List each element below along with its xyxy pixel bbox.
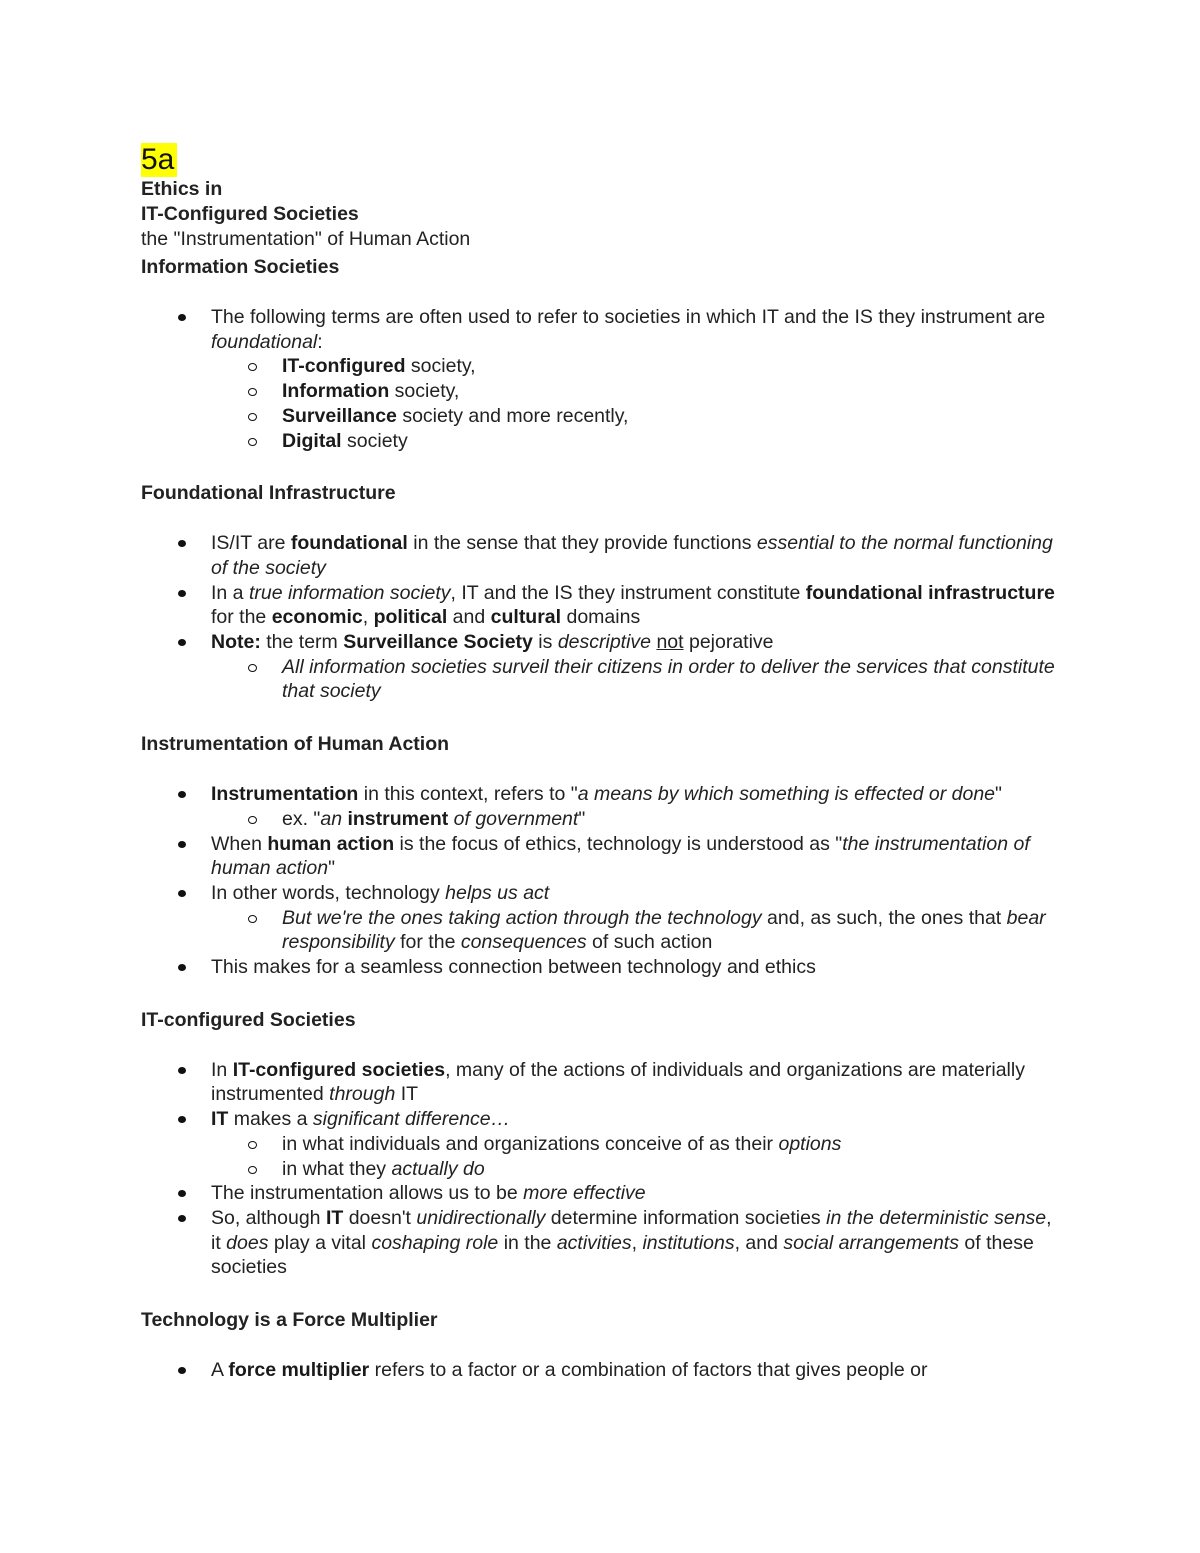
list-item bbox=[141, 1206, 1061, 1280]
text-run: But we're the ones taking action through the technology bbox=[282, 906, 762, 929]
text-run: the instrumentation of human action bbox=[211, 832, 1030, 880]
text-run: IT bbox=[325, 1206, 344, 1229]
text-run: institutions bbox=[642, 1231, 735, 1254]
bullet-list bbox=[141, 782, 1061, 980]
sub-list-item bbox=[141, 1132, 1061, 1157]
text-run: pejorative bbox=[683, 631, 774, 654]
text-run: consequences bbox=[460, 931, 587, 954]
text-run: political bbox=[373, 606, 448, 629]
text-run: cultural bbox=[490, 606, 562, 629]
text-run: makes a bbox=[228, 1108, 313, 1131]
text-run: is bbox=[532, 631, 558, 654]
bullet-dot-icon bbox=[178, 1215, 186, 1222]
text-run: , IT and the IS they instrument constitute bbox=[450, 581, 806, 604]
list-item bbox=[141, 881, 1061, 906]
list-item bbox=[141, 305, 1061, 354]
text-run: significant difference… bbox=[312, 1108, 511, 1131]
bullet-circle-icon bbox=[248, 915, 257, 923]
text-run: in what individuals and organizations conceive of as their bbox=[282, 1132, 779, 1155]
text-run: IT-configured bbox=[282, 355, 406, 378]
section-foundational-infrastructure bbox=[141, 480, 1061, 704]
text-run: does bbox=[226, 1231, 269, 1254]
bullet-dot-icon bbox=[178, 1067, 186, 1074]
text-run: helps us act bbox=[445, 881, 550, 904]
text-run: in what they bbox=[282, 1157, 392, 1180]
text-run: " bbox=[995, 783, 1002, 806]
text-run: determine information societies bbox=[545, 1206, 827, 1229]
text-run: All information societies surveil their citizens in order to deliver the services that constitute that society bbox=[282, 655, 1055, 703]
bullet-circle-icon bbox=[248, 413, 257, 421]
text-run: IS/IT are bbox=[211, 532, 291, 555]
text-run: society and more recently, bbox=[396, 404, 629, 427]
text-run: society, bbox=[389, 380, 460, 403]
document-body bbox=[141, 143, 1061, 1383]
bullet-circle-icon bbox=[248, 438, 257, 446]
text-run: In a bbox=[211, 581, 249, 604]
text-run: Surveillance bbox=[282, 404, 397, 427]
text-run: in the deterministic sense bbox=[826, 1206, 1047, 1229]
text-run: force multiplier bbox=[228, 1359, 370, 1382]
text-run: an bbox=[320, 807, 348, 830]
bullet-circle-icon bbox=[248, 816, 257, 824]
text-run: society, bbox=[405, 355, 476, 378]
bullet-dot-icon bbox=[178, 1116, 186, 1123]
text-run: actually do bbox=[391, 1157, 485, 1180]
text-run: " bbox=[328, 857, 336, 880]
text-run: for the bbox=[211, 606, 272, 629]
text-run: and, as such, the ones that bbox=[761, 906, 1007, 929]
text-run: : bbox=[317, 330, 323, 353]
list-item bbox=[141, 782, 1061, 807]
bullet-dot-icon bbox=[178, 314, 186, 321]
text-run: Surveillance Society bbox=[343, 631, 533, 654]
section-heading: Technology is a Force Multiplier bbox=[141, 1309, 438, 1332]
bullet-dot-icon bbox=[178, 964, 186, 971]
text-run: bear responsibility bbox=[282, 906, 1046, 954]
text-run: essential to the normal functioning of the society bbox=[211, 532, 1053, 579]
text-run: in the sense that they provide functions bbox=[407, 532, 757, 555]
text-run: Instrumentation bbox=[211, 783, 359, 806]
text-run: of these societies bbox=[211, 1231, 1034, 1279]
text-run: In bbox=[211, 1058, 233, 1081]
bullet-circle-icon bbox=[248, 363, 257, 371]
sub-list-item bbox=[141, 379, 1061, 404]
bullet-dot-icon bbox=[178, 890, 186, 897]
text-run: not bbox=[656, 631, 684, 654]
list-item bbox=[141, 955, 1061, 980]
text-run: more effective bbox=[523, 1182, 646, 1205]
bullet-circle-icon bbox=[248, 388, 257, 396]
text-run: human action bbox=[267, 832, 395, 855]
list-item bbox=[141, 630, 1061, 655]
section-information-societies bbox=[141, 254, 1061, 453]
text-run: activities bbox=[556, 1231, 632, 1254]
text-run: , bbox=[362, 606, 374, 629]
section-force-multiplier bbox=[141, 1307, 1061, 1383]
text-run: , and bbox=[734, 1231, 784, 1254]
text-run: , many of the actions of individuals and organizations are materially instrumented bbox=[211, 1058, 1025, 1106]
text-run: a means by which something is effected or done bbox=[577, 783, 996, 806]
bullet-circle-icon bbox=[248, 1166, 257, 1174]
title-block bbox=[141, 143, 1061, 253]
text-run: Note: bbox=[211, 631, 261, 654]
sub-list-item bbox=[141, 1157, 1061, 1182]
text-run: social arrangements bbox=[783, 1231, 959, 1254]
text-run: refers to a factor or a combination of factors that gives people or bbox=[369, 1359, 928, 1382]
text-run: and bbox=[447, 606, 491, 629]
sub-list-item bbox=[141, 404, 1061, 429]
title-line-1: Ethics in bbox=[141, 178, 223, 200]
text-run: The instrumentation allows us to be bbox=[211, 1182, 524, 1205]
text-run: of such action bbox=[586, 931, 713, 954]
text-run: ex. " bbox=[282, 807, 321, 830]
bullet-list bbox=[141, 1058, 1061, 1280]
text-run: , it bbox=[211, 1206, 1052, 1254]
text-run: options bbox=[778, 1132, 842, 1155]
list-item bbox=[141, 1058, 1061, 1107]
list-item bbox=[141, 1181, 1061, 1206]
title-line-2: IT-Configured Societies bbox=[141, 202, 359, 225]
text-run: society bbox=[341, 429, 408, 452]
bullet-circle-icon bbox=[248, 664, 257, 672]
section-it-configured-societies bbox=[141, 1007, 1061, 1280]
sub-list-item bbox=[141, 354, 1061, 379]
text-run: of government bbox=[448, 807, 579, 830]
sub-list-item bbox=[141, 807, 1061, 832]
bullet-circle-icon bbox=[248, 1141, 257, 1149]
bullet-dot-icon bbox=[178, 841, 186, 848]
bullet-list bbox=[141, 531, 1061, 704]
text-run: When bbox=[211, 832, 268, 855]
text-run: IT bbox=[211, 1108, 229, 1131]
bullet-dot-icon bbox=[178, 1367, 186, 1374]
sub-list-item bbox=[141, 429, 1061, 454]
text-run: , bbox=[631, 1231, 643, 1254]
list-item bbox=[141, 531, 1061, 580]
text-run: foundational bbox=[290, 532, 408, 555]
sub-list-item bbox=[141, 655, 1061, 704]
text-run: unidirectionally bbox=[416, 1206, 546, 1229]
text-run: true information society bbox=[248, 581, 451, 604]
text-run: through bbox=[329, 1083, 396, 1106]
text-run: This makes for a seamless connection between technology and ethics bbox=[211, 956, 816, 979]
list-item bbox=[141, 1358, 1061, 1383]
text-run: for the bbox=[394, 931, 461, 954]
text-run: foundational infrastructure bbox=[805, 581, 1055, 604]
list-item bbox=[141, 1107, 1061, 1132]
bullet-list bbox=[141, 1358, 1061, 1383]
section-heading: Foundational Infrastructure bbox=[141, 482, 396, 505]
text-run: is the focus of ethics, technology is understood as " bbox=[394, 832, 843, 855]
text-run: economic bbox=[271, 606, 363, 629]
text-run: doesn't bbox=[343, 1206, 417, 1229]
text-run: IT bbox=[395, 1083, 419, 1106]
subtitle: the "Instrumentation" of Human Action bbox=[141, 228, 471, 250]
list-item bbox=[141, 581, 1061, 630]
text-run: A bbox=[211, 1359, 229, 1382]
text-run: play a vital bbox=[268, 1231, 372, 1254]
list-item bbox=[141, 832, 1061, 881]
text-run: " bbox=[578, 807, 586, 830]
bullet-dot-icon bbox=[178, 791, 186, 798]
text-run: So, although bbox=[211, 1206, 326, 1229]
text-run: Digital bbox=[282, 429, 342, 452]
text-run: In other words, technology bbox=[211, 881, 446, 904]
bullet-dot-icon bbox=[178, 639, 186, 646]
section-heading: Instrumentation of Human Action bbox=[141, 733, 450, 756]
text-run: the term bbox=[260, 631, 344, 654]
section-heading: IT-configured Societies bbox=[141, 1008, 356, 1031]
bullet-dot-icon bbox=[178, 540, 186, 547]
section-instrumentation-of-human-action bbox=[141, 731, 1061, 980]
bullet-list bbox=[141, 305, 1061, 453]
text-run: IT-configured societies bbox=[232, 1058, 446, 1081]
text-run: domains bbox=[561, 606, 641, 629]
bullet-dot-icon bbox=[178, 590, 186, 597]
text-run: in this context, refers to " bbox=[358, 783, 578, 806]
text-run: The following terms are often used to refer to societies in which IT and the IS they instrument are bbox=[211, 306, 1046, 328]
text-run: descriptive bbox=[557, 631, 652, 654]
text-run: in the bbox=[498, 1231, 557, 1254]
chapter-badge: 5a bbox=[141, 143, 177, 177]
text-run: foundational bbox=[211, 330, 318, 353]
text-run: Information bbox=[282, 380, 390, 403]
text-run: instrument bbox=[347, 807, 449, 830]
text-run: coshaping role bbox=[371, 1231, 499, 1254]
sub-list-item bbox=[141, 906, 1061, 955]
bullet-dot-icon bbox=[178, 1190, 186, 1197]
section-heading: Information Societies bbox=[141, 256, 340, 278]
